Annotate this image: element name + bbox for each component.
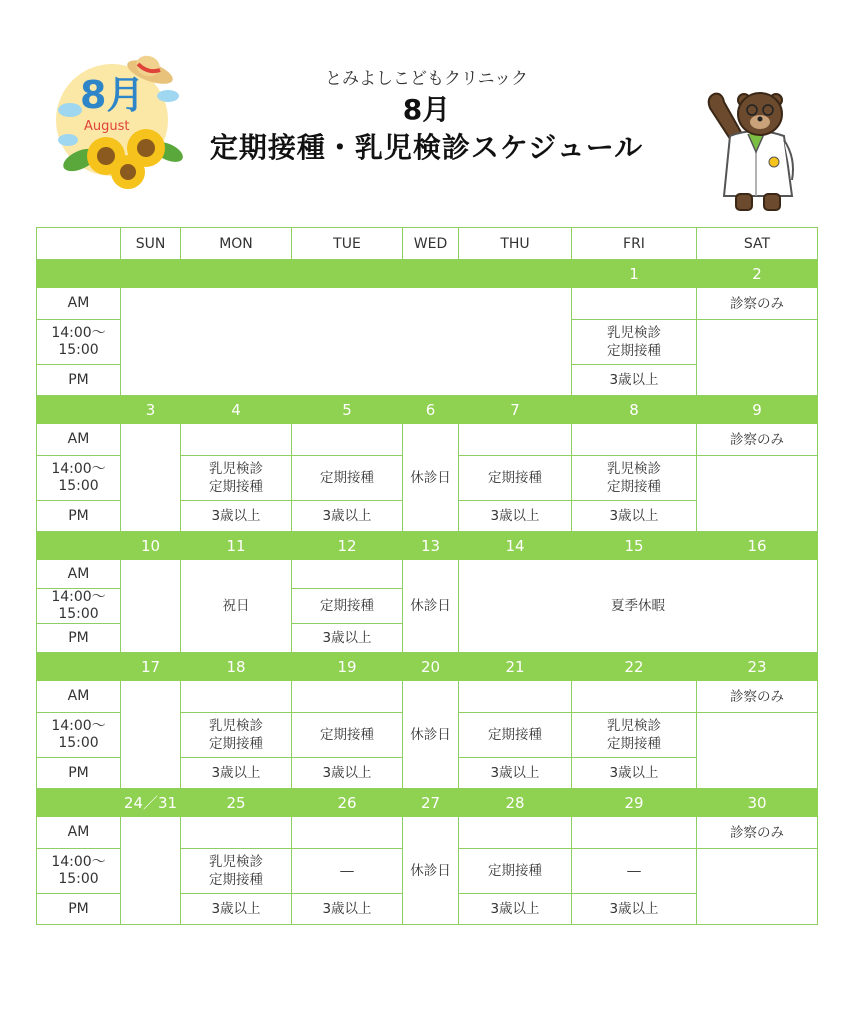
am-row [37,817,818,849]
date-cell: 16 [697,532,818,560]
slot-cell: 3歳以上 [181,501,292,532]
slot-cell: 定期接種 [292,456,403,501]
date-blank [37,653,121,681]
row-label-pm: PM [37,758,121,789]
sunday-block [121,560,181,653]
date-cell: 23 [697,653,818,681]
logo-word-text: August [84,119,130,134]
date-cell [403,260,459,288]
slot-cell [572,288,697,320]
slot-cell: 定期接種 [292,713,403,758]
date-blank [37,396,121,424]
date-cell [121,260,181,288]
sunday-block [121,817,181,925]
date-cell: 22 [572,653,697,681]
schedule-calendar [36,227,818,925]
date-cell: 20 [403,653,459,681]
am-row [37,681,818,713]
header-mon: MON [181,228,292,260]
date-blank [37,260,121,288]
page-header [0,0,853,220]
slot-cell: 3歳以上 [572,501,697,532]
date-row-week3 [37,532,818,560]
slot-cell: 3歳以上 [572,758,697,789]
date-cell: 30 [697,789,818,817]
date-cell: 25 [181,789,292,817]
slot-cell-empty [572,681,697,713]
slot-cell: 3歳以上 [181,894,292,925]
date-cell [181,260,292,288]
bear-doctor-illustration [696,78,816,218]
slot-cell: ― [292,849,403,894]
slot-cell: 診察のみ [697,424,818,456]
date-cell: 27 [403,789,459,817]
row-label-mid: 14:00～ 15:00 [37,320,121,365]
row-label-pm: PM [37,624,121,653]
row-label-am: AM [37,681,121,713]
date-cell: 4 [181,396,292,424]
date-cell [459,260,572,288]
date-row-week1 [37,260,818,288]
slot-cell: 定期接種 [292,589,403,624]
date-cell: 28 [459,789,572,817]
row-label-am: AM [37,560,121,589]
date-row-week2 [37,396,818,424]
logo-month-text: 8月 [80,73,145,117]
slot-cell: 3歳以上 [459,894,572,925]
header-fri: FRI [572,228,697,260]
header-sun: SUN [121,228,181,260]
header-thu: THU [459,228,572,260]
slot-cell: 3歳以上 [292,758,403,789]
slot-cell: 乳児検診 定期接種 [572,713,697,758]
date-cell: 29 [572,789,697,817]
slot-cell-empty [572,424,697,456]
date-cell: 2 [697,260,818,288]
date-cell: 14 [459,532,572,560]
slot-cell: 乳児検診 定期接種 [181,849,292,894]
slot-cell-empty [292,424,403,456]
sunday-block [121,424,181,532]
slot-cell: 3歳以上 [572,365,697,396]
slot-cell-empty [697,320,818,396]
closed-day-cell: 休診日 [403,560,459,653]
header-sat: SAT [697,228,818,260]
date-cell: 24／31 [121,789,181,817]
date-cell: 12 [292,532,403,560]
date-cell: 15 [572,532,697,560]
row-label-pm: PM [37,365,121,396]
holiday-cell: 祝日 [181,560,292,653]
slot-cell: 診察のみ [697,288,818,320]
row-label-am: AM [37,817,121,849]
slot-cell: 定期接種 [459,849,572,894]
am-row [37,424,818,456]
clinic-name: とみよしこどもクリニック [325,69,528,89]
row-label-am: AM [37,288,121,320]
date-cell: 17 [121,653,181,681]
date-blank [37,532,121,560]
weekday-header-row [37,228,818,260]
month-title: 8月 [402,93,451,126]
slot-cell: 乳児検診 定期接種 [572,456,697,501]
date-row-week5 [37,789,818,817]
date-cell: 13 [403,532,459,560]
date-cell: 18 [181,653,292,681]
slot-cell: 乳児検診 定期接種 [181,713,292,758]
date-cell: 6 [403,396,459,424]
slot-cell-empty [292,817,403,849]
slot-cell: 乳児検診 定期接種 [181,456,292,501]
slot-cell: 3歳以上 [292,894,403,925]
am-row [37,560,818,589]
date-cell: 8 [572,396,697,424]
sunday-block [121,681,181,789]
date-cell: 1 [572,260,697,288]
slot-cell: 3歳以上 [292,624,403,653]
row-label-mid: 14:00～ 15:00 [37,713,121,758]
date-cell: 19 [292,653,403,681]
slot-cell-empty [181,681,292,713]
date-cell: 11 [181,532,292,560]
slot-cell-empty [697,849,818,925]
slot-cell: 3歳以上 [572,894,697,925]
closed-day-cell: 休診日 [403,817,459,925]
slot-cell-empty [572,817,697,849]
slot-cell-empty [181,817,292,849]
date-cell: 10 [121,532,181,560]
slot-cell-empty [292,681,403,713]
header-tue: TUE [292,228,403,260]
slot-cell: ― [572,849,697,894]
slot-cell: 定期接種 [459,456,572,501]
slot-cell: 3歳以上 [292,501,403,532]
slot-cell: 3歳以上 [459,758,572,789]
slot-cell: 診察のみ [697,681,818,713]
schedule-title: 定期接種・乳児検診スケジュール [209,131,644,164]
slot-cell-empty [181,424,292,456]
date-cell: 3 [121,396,181,424]
date-cell: 7 [459,396,572,424]
slot-cell-empty [459,424,572,456]
row-label-am: AM [37,424,121,456]
empty-block [121,288,572,396]
header-wed: WED [403,228,459,260]
row-label-mid: 14:00～ 15:00 [37,589,121,624]
slot-cell: 定期接種 [459,713,572,758]
date-cell [292,260,403,288]
slot-cell: 診察のみ [697,817,818,849]
closed-day-cell: 休診日 [403,681,459,789]
slot-cell-empty [459,681,572,713]
header-corner [37,228,121,260]
slot-cell-empty [697,713,818,789]
date-cell: 9 [697,396,818,424]
row-label-pm: PM [37,501,121,532]
am-row [37,288,818,320]
row-label-mid: 14:00～ 15:00 [37,849,121,894]
slot-cell: 3歳以上 [459,501,572,532]
slot-cell-empty [292,560,403,589]
row-label-pm: PM [37,894,121,925]
summer-break-cell: 夏季休暇 [459,560,818,653]
date-cell: 5 [292,396,403,424]
date-blank [37,789,121,817]
date-cell: 21 [459,653,572,681]
closed-day-cell: 休診日 [403,424,459,532]
slot-cell-empty [459,817,572,849]
date-row-week4 [37,653,818,681]
slot-cell: 3歳以上 [181,758,292,789]
slot-cell: 乳児検診 定期接種 [572,320,697,365]
slot-cell-empty [697,456,818,532]
row-label-mid: 14:00～ 15:00 [37,456,121,501]
date-cell: 26 [292,789,403,817]
